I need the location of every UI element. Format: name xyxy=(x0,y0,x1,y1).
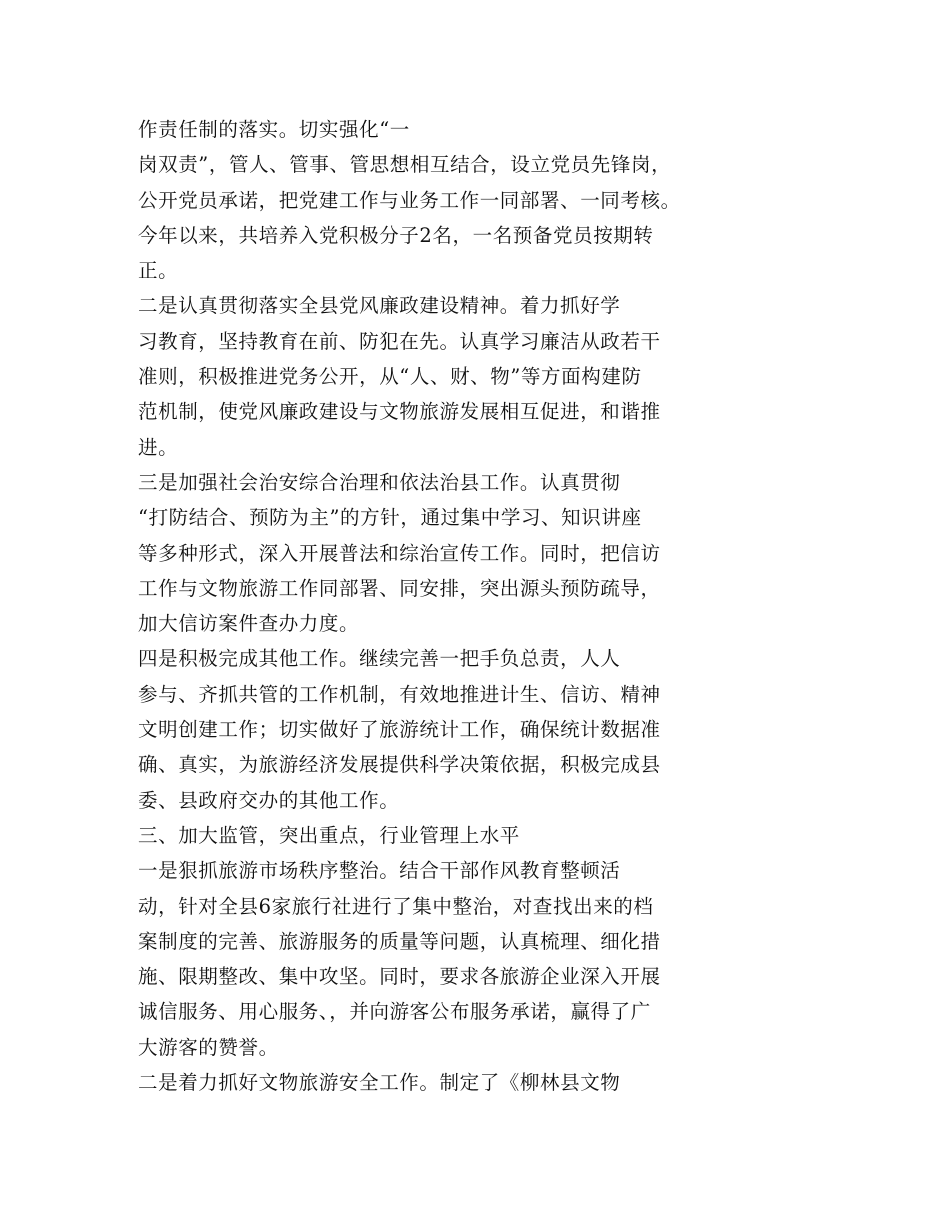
text-line: 加大信访案件查办力度。 xyxy=(138,612,360,636)
text-line: 等多种形式，深入开展普法和综治宣传工作。同时，把信访 xyxy=(138,541,661,565)
text-line: 大游客的赞誉。 xyxy=(138,1035,279,1059)
text-line: 工作与文物旅游工作同部署、同安排，突出源头预防疏导， xyxy=(138,576,661,600)
text-line: 范机制，使党风廉政建设与文物旅游发展相互促进，和谐推 xyxy=(138,400,661,424)
text-line: 公开党员承诺，把党建工作与业务工作一同部署、一同考核。 xyxy=(138,188,681,212)
text-line: 正。 xyxy=(138,259,179,283)
text-line: 四是积极完成其他工作。继续完善一把手负总责，人人 xyxy=(138,647,621,671)
text-line: 今年以来，共培养入党积极分子2名，一名预备党员按期转 xyxy=(138,223,654,247)
text-line: 案制度的完善、旅游服务的质量等问题，认真梳理、细化措 xyxy=(138,929,661,953)
text-line: 岗双责”，管人、管事、管思想相互结合，设立党员先锋岗， xyxy=(138,153,672,177)
document-body xyxy=(138,112,738,1100)
text-line: 参与、齐抓共管的工作机制，有效地推进计生、信访、精神 xyxy=(138,682,661,706)
text-line: 文明创建工作；切实做好了旅游统计工作，确保统计数据准 xyxy=(138,718,661,742)
text-line: 施、限期整改、集中攻坚。同时，要求各旅游企业深入开展 xyxy=(138,965,661,989)
text-line: 二是着力抓好文物旅游安全工作。制定了《柳林县文物 xyxy=(138,1071,621,1095)
text-line: 一是狠抓旅游市场秩序整治。结合干部作风教育整顿活 xyxy=(138,859,621,883)
text-line: 准则，积极推进党务公开，从“人、财、物”等方面构建防 xyxy=(138,365,642,389)
text-line: 委、县政府交办的其他工作。 xyxy=(138,788,400,812)
text-line: 诚信服务、用心服务、，并向游客公布服务承诺，赢得了广 xyxy=(138,1000,651,1024)
text-line: 确、真实，为旅游经济发展提供科学决策依据，积极完成县 xyxy=(138,753,661,777)
text-line: 进。 xyxy=(138,435,179,459)
text-line: 作责任制的落实。切实强化“一 xyxy=(138,118,410,141)
text-line: “打防结合、预防为主”的方针，通过集中学习、知识讲座 xyxy=(138,506,642,530)
section-heading: 三、加大监管，突出重点，行业管理上水平 xyxy=(138,823,520,847)
text-line: 动，针对全县6家旅行社进行了集中整治，对查找出来的档 xyxy=(138,894,654,918)
text-line: 二是认真贯彻落实全县党风廉政建设精神。着力抓好学 xyxy=(138,294,621,318)
text-line: 习教育，坚持教育在前、防犯在先。认真学习廉洁从政若干 xyxy=(138,329,661,353)
text-line: 三是加强社会治安综合治理和依法治县工作。认真贯彻 xyxy=(138,470,621,494)
